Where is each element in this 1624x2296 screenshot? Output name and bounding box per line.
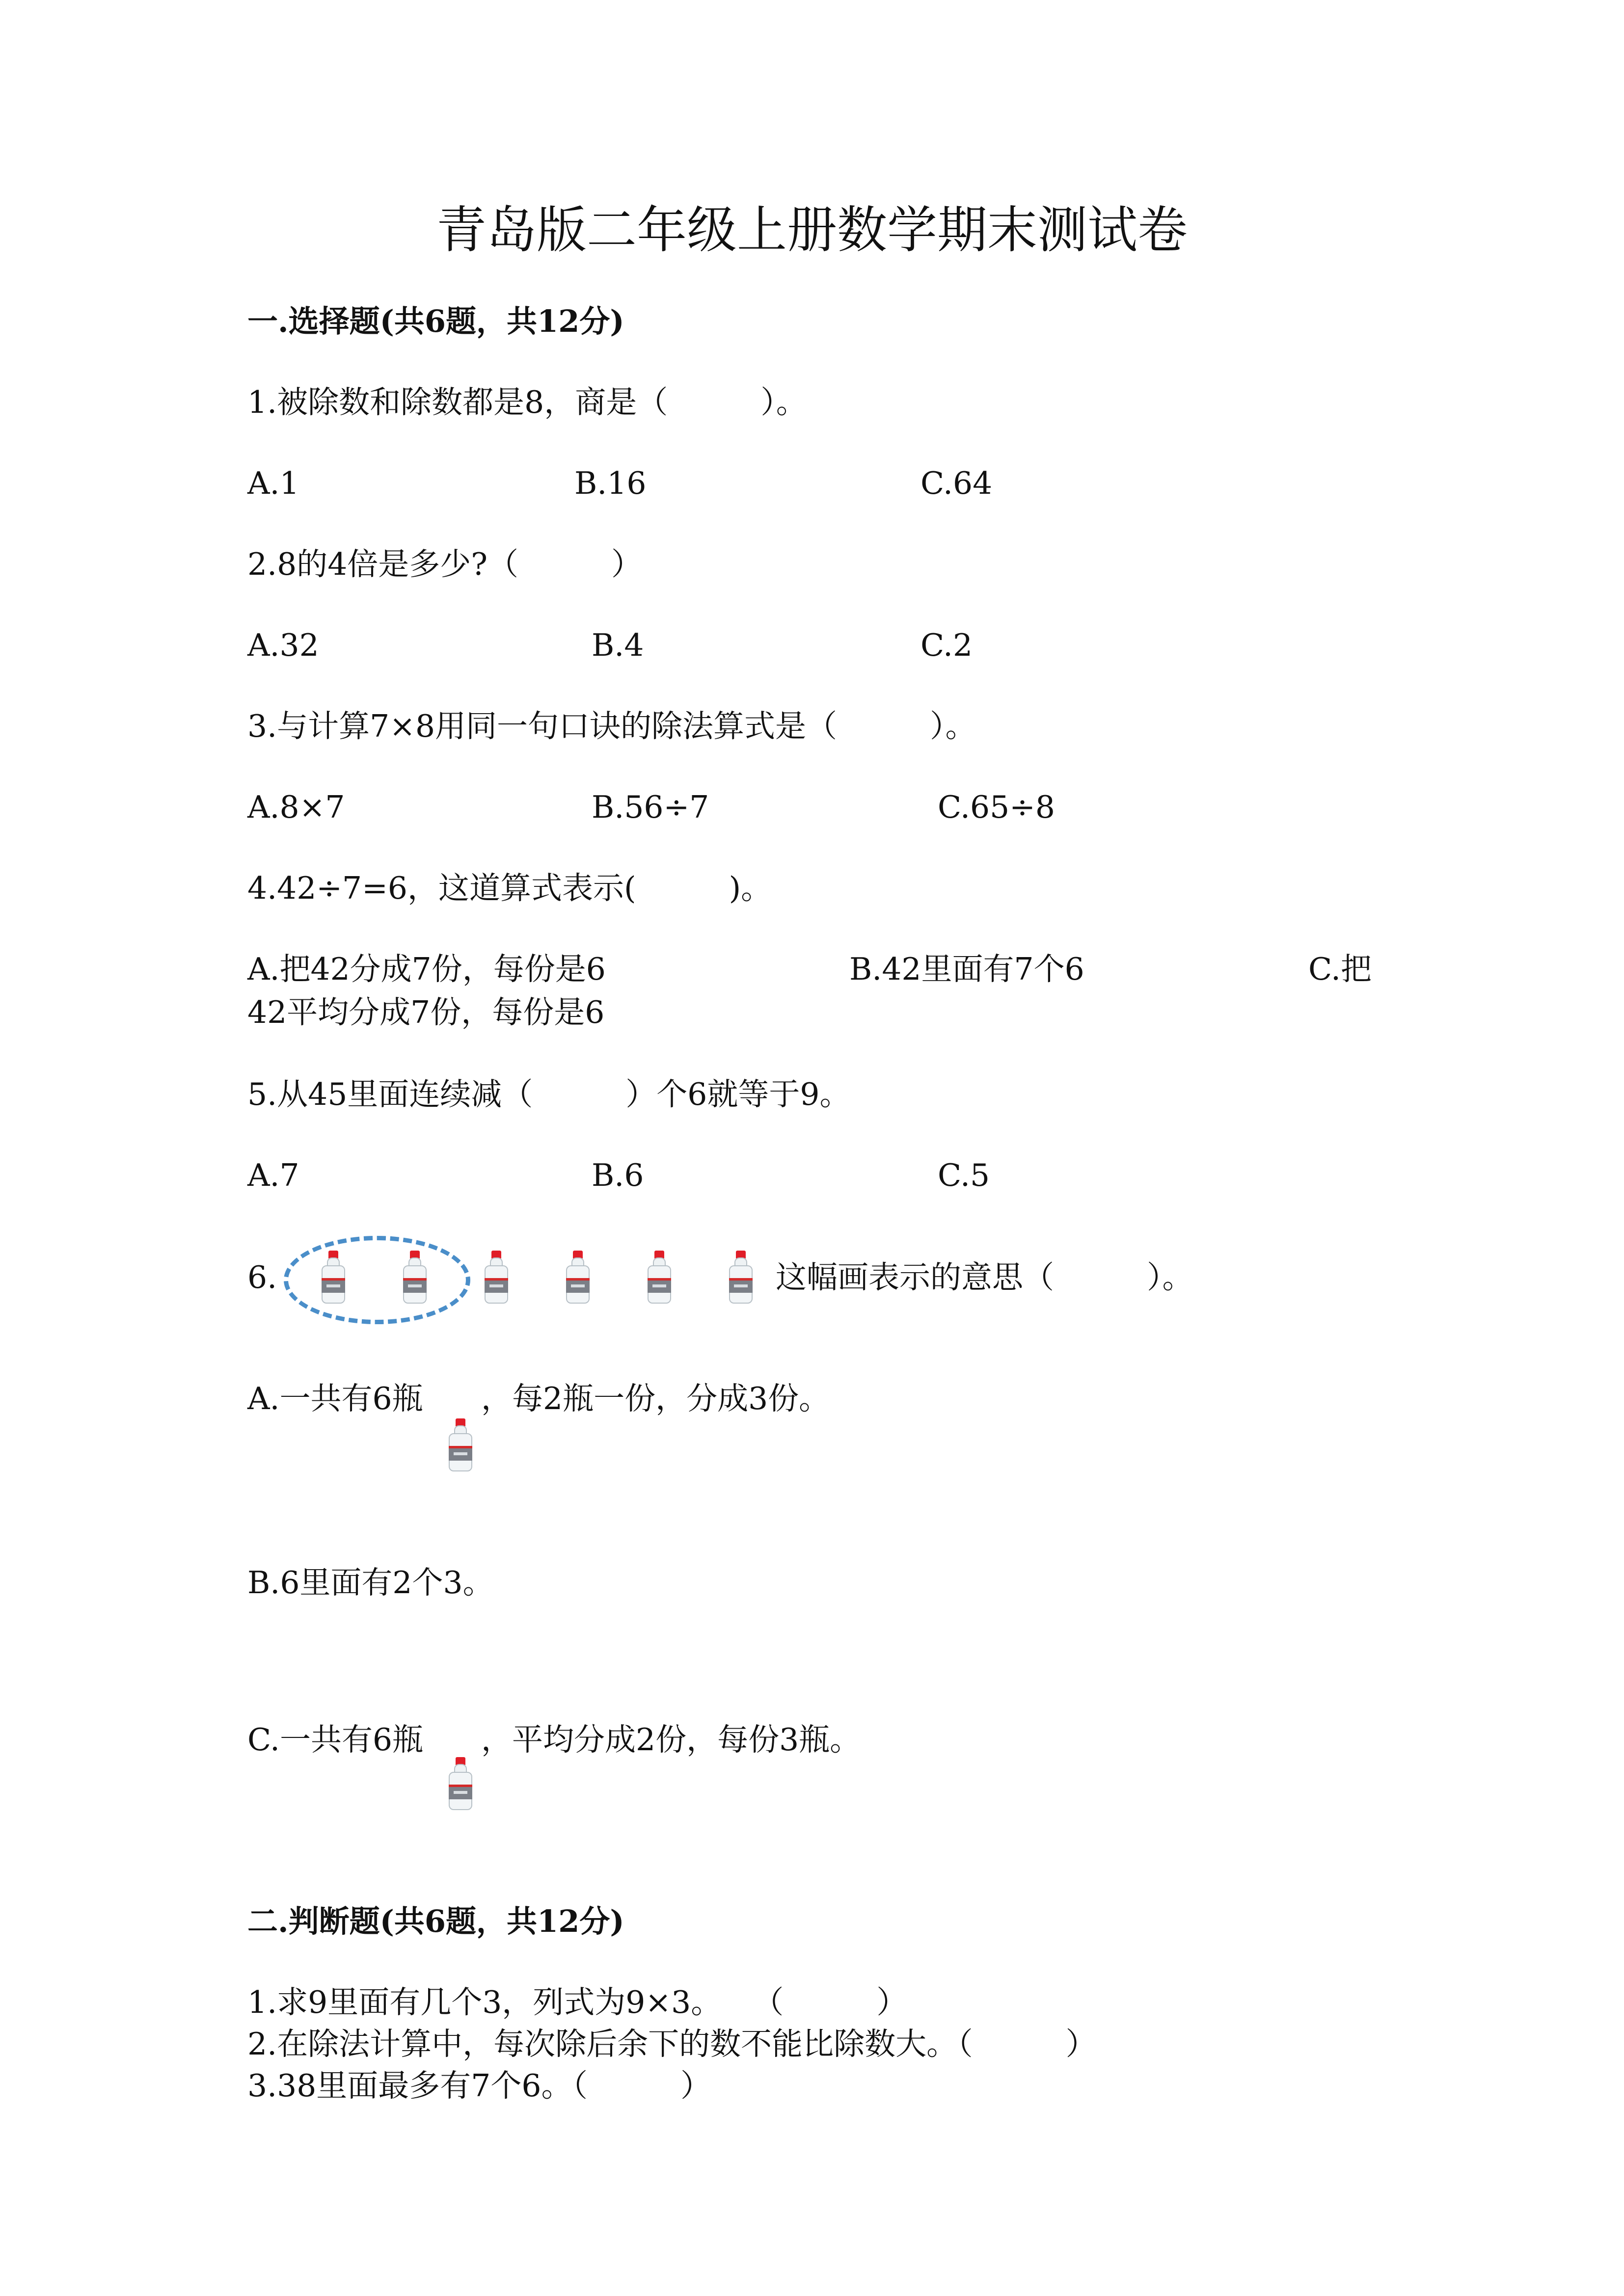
question-1-option-a[interactable]: A.1 xyxy=(247,465,299,501)
water-bottle-icon xyxy=(646,1251,673,1304)
question-3-option-a[interactable]: A.8×7 xyxy=(247,789,345,825)
question-4-stem: 4.42÷7=6，这道算式表示( )。 xyxy=(247,870,772,906)
question-4-option-a[interactable]: A.把42分成7份，每份是6 xyxy=(247,951,606,987)
question-2-option-a[interactable]: A.32 xyxy=(247,627,319,663)
question-6-option-b[interactable]: B.6里面有2个3。 xyxy=(247,1565,494,1601)
water-bottle-icon xyxy=(320,1251,347,1304)
water-bottle-icon xyxy=(401,1251,429,1304)
water-bottle-icon xyxy=(483,1251,510,1304)
question-5-option-b[interactable]: B.6 xyxy=(592,1157,644,1193)
question-6-option-a-end[interactable]: ，每2瓶一份，分成3份。 xyxy=(481,1381,830,1416)
question-1-option-b[interactable]: B.16 xyxy=(574,465,647,501)
question-2-option-c[interactable]: C.2 xyxy=(920,627,973,663)
water-bottle-icon xyxy=(727,1251,755,1304)
question-1-option-c[interactable]: C.64 xyxy=(920,465,993,501)
question-3-option-c[interactable]: C.65÷8 xyxy=(938,789,1056,825)
question-2-stem: 2.8的4倍是多少?（ ） xyxy=(247,546,643,582)
water-bottle-icon xyxy=(447,1757,474,1810)
water-bottle-icon xyxy=(564,1251,592,1304)
question-4-option-b[interactable]: B.42里面有7个6 xyxy=(849,951,1084,987)
question-3-stem: 3.与计算7×8用同一句口诀的除法算式是（ ）。 xyxy=(247,708,976,744)
question-4-option-c-continued[interactable]: 42平均分成7份，每份是6 xyxy=(247,994,605,1030)
question-6-number: 6. xyxy=(247,1259,277,1295)
section-heading-choice: 一.选择题(共6题，共12分) xyxy=(247,303,624,339)
question-6-option-c-start[interactable]: C.一共有6瓶 xyxy=(247,1722,424,1758)
question-4-option-c-start[interactable]: C.把 xyxy=(1308,951,1372,987)
section-heading-judgement: 二.判断题(共6题，共12分) xyxy=(247,1903,624,1939)
question-6-stem: 这幅画表示的意思（ ）。 xyxy=(776,1259,1193,1295)
judgement-item-3: 3.38里面最多有7个6。（ ） xyxy=(247,2068,711,2104)
question-1-stem: 1.被除数和除数都是8，商是（ ）。 xyxy=(247,384,807,420)
question-6-option-a-start[interactable]: A.一共有6瓶 xyxy=(247,1381,423,1416)
question-6-option-c-end[interactable]: ，平均分成2份，每份3瓶。 xyxy=(481,1722,861,1758)
judgement-item-1: 1.求9里面有几个3，列式为9×3。 （ ） xyxy=(247,1984,908,2020)
water-bottle-icon xyxy=(447,1418,474,1471)
question-5-option-c[interactable]: C.5 xyxy=(938,1157,990,1193)
judgement-item-2: 2.在除法计算中，每次除后余下的数不能比除数大。（ ） xyxy=(247,2026,1097,2062)
question-5-stem: 5.从45里面连续减（ ）个6就等于9。 xyxy=(247,1076,851,1112)
question-5-option-a[interactable]: A.7 xyxy=(247,1157,299,1193)
question-3-option-b[interactable]: B.56÷7 xyxy=(592,789,709,825)
page-title: 青岛版二年级上册数学期末测试卷 xyxy=(436,201,1188,260)
dashed-group-ellipse xyxy=(284,1236,470,1324)
question-2-option-b[interactable]: B.4 xyxy=(592,627,644,663)
